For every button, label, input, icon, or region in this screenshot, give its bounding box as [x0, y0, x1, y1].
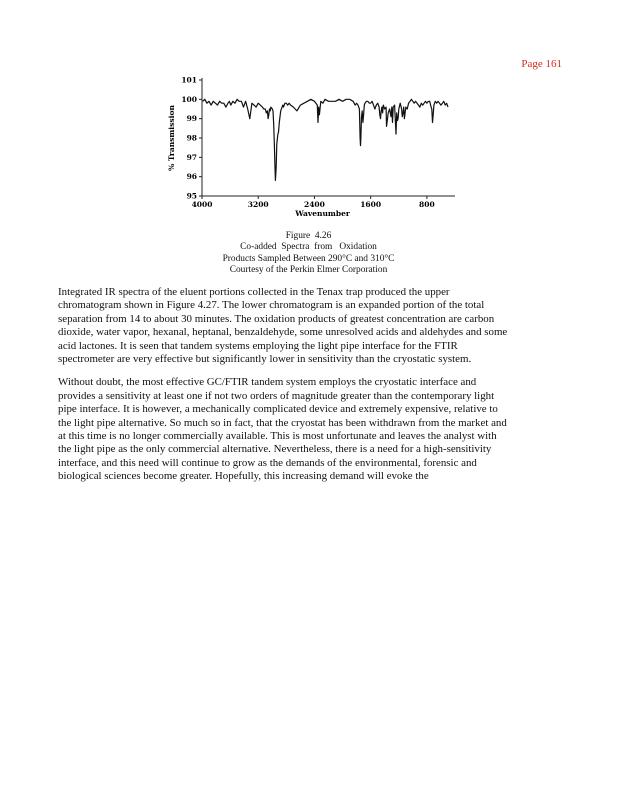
caption-line: Co-added Spectra from Oxidation	[240, 242, 377, 253]
body-text	[58, 286, 563, 494]
spectrum-series-line	[203, 99, 448, 180]
x-tick-label: 3200	[247, 200, 269, 209]
y-tick-label: 97	[186, 152, 197, 162]
figure-caption	[0, 231, 617, 277]
text-line: chromatogram shown in Figure 4.27. The lower chromatogram is an expanded portion of the total	[58, 299, 485, 312]
y-tick-label: 100	[181, 94, 197, 104]
x-tick-label: 800	[419, 200, 435, 209]
figure-number: Figure 4.26	[285, 231, 332, 241]
x-tick-label: 1600	[360, 200, 382, 209]
text-line: the light pipe alternative. So much so in fact, that the cryostat has been withdrawn from the market and	[58, 416, 507, 429]
paragraph	[58, 376, 563, 483]
ir-spectrum-figure	[160, 72, 470, 222]
text-line: separation from 14 to about 30 minutes. The oxidation products of greatest concentration are carbon	[58, 312, 495, 325]
text-line: provides a sensitivity at least one if not two orders of magnitude greater than the contemporary light	[58, 389, 495, 402]
page-number: Page 161	[521, 58, 562, 70]
y-axis-label: % Transmission	[167, 105, 176, 171]
text-line: biological sciences become greater. Hopefully, this increasing demand will evoke the	[58, 470, 429, 483]
x-axis-label: Wavenumber	[295, 209, 350, 218]
paragraph	[58, 286, 563, 366]
text-line: spectrometer are very effective but significantly lower in sensitivity than the cryostatic system.	[58, 353, 472, 366]
text-line: pipe interface. It is however, a mechanically complicated device and extremely expensive, relative to	[58, 403, 498, 416]
y-tick-label: 96	[186, 172, 197, 182]
y-tick-label: 99	[186, 114, 197, 124]
text-line: dioxide, water vapor, hexanal, heptanal, benzaldehyde, some unresolved acids and aldehydes and some	[58, 326, 508, 339]
text-line: acid lactones. It is seen that tandem systems employing the light pipe interface for the FTIR	[58, 339, 458, 352]
y-tick-label: 101	[181, 75, 197, 85]
y-tick-label: 98	[186, 133, 197, 143]
ir-spectrum-chart	[160, 72, 470, 222]
text-line: Without doubt, the most effective GC/FTIR tandem system employs the cryostatic interface and	[58, 376, 477, 389]
text-line: at this time is no longer commercially available. This is most unfortunate and leaves the analyst with	[58, 430, 497, 443]
caption-line: Products Sampled Between 290°C and 310°C	[222, 253, 395, 264]
text-line: interface, and this need will continue to grow as the demands of the environmental, forensic and	[58, 456, 477, 469]
caption-line: Courtesy of the Perkin Elmer Corporation	[229, 265, 388, 276]
y-tick-label: 95	[186, 191, 197, 201]
x-tick-label: 4000	[191, 200, 213, 209]
text-line: the light pipe as the only commercial alternative. Nevertheless, there is a need for a high-sensitivity	[58, 443, 492, 456]
x-tick-label: 2400	[304, 200, 325, 209]
text-line: Integrated IR spectra of the eluent portions collected in the Tenax trap produced the upper	[58, 286, 450, 298]
